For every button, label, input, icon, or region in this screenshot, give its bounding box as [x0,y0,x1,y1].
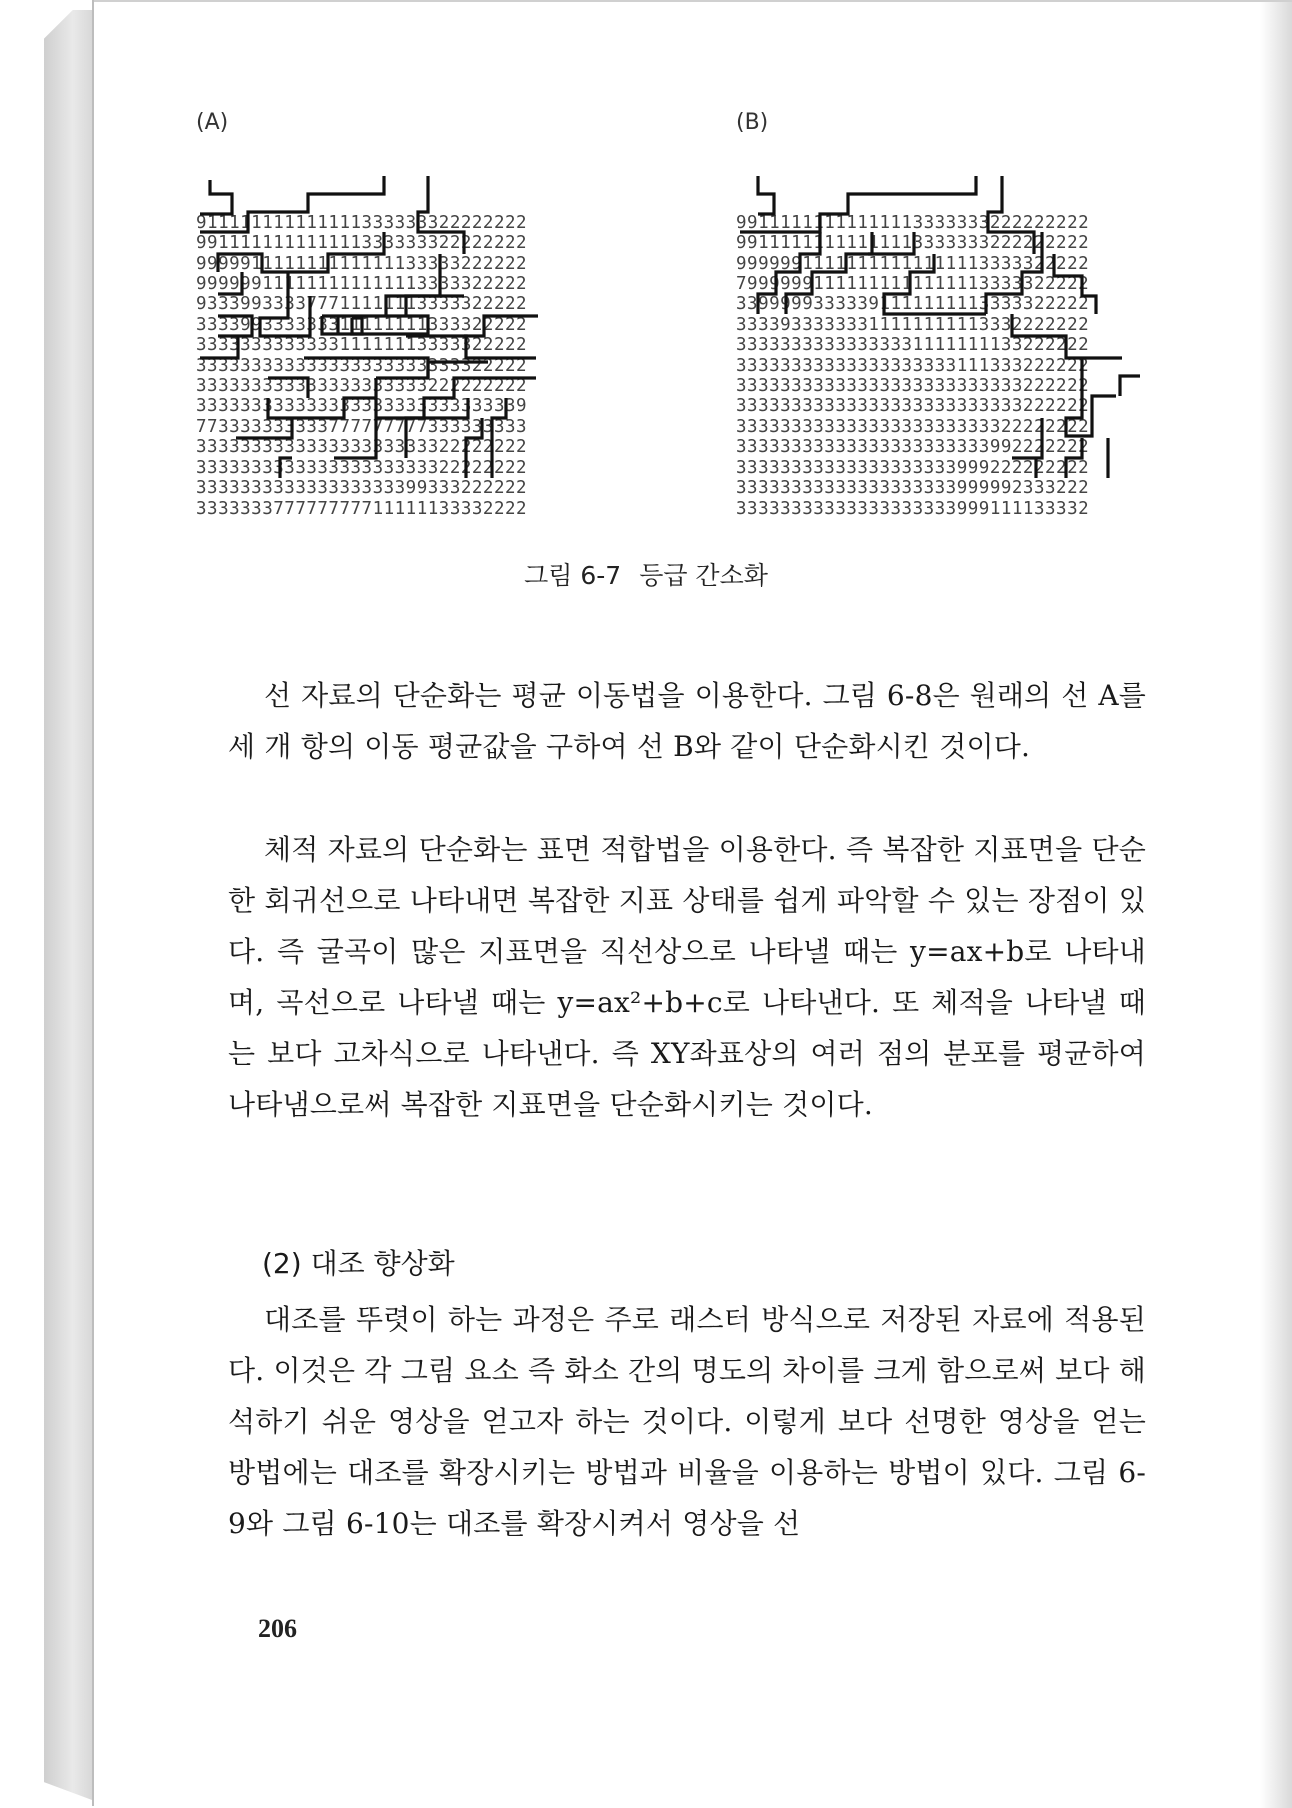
grid-a-row: 333333333333333333333322222222 [196,437,528,458]
figure-label-a: (A) [196,110,229,135]
paragraph-volume-simplification [228,824,1146,1130]
grid-b-row: 99111111111111113333333222222222 [736,233,1090,254]
grid-b-row: 33333333333333333333333322222222 [736,416,1090,437]
paragraph-line-simplification [228,670,1146,772]
grid-b-row: 33333333333333333333999992333222 [736,478,1090,499]
paragraph-contrast-enhancement [228,1294,1146,1549]
grid-b-row: 33333333333333333333999111133332 [736,498,1090,519]
grid-a-row: 911111111111111333333322222222 [196,212,528,233]
grid-a-row: 991111111111111333333322222222 [196,233,528,254]
grid-b-row: 33333333333333331111111133222222 [736,335,1090,356]
figure-caption-number: 그림 6-7 [524,561,622,590]
grid-a-row: 333333377777777711111133332222 [196,498,528,519]
grid-a-row: 333333333333333333333333333339 [196,396,528,417]
grid-a-row: 773333333333777777777333333333 [196,416,528,437]
grid-b-row: 99999911111111111111113333322222 [736,253,1090,274]
grid-b-row: 33333333333333333333999222222222 [736,457,1090,478]
grid-b-row: 33333333333333333333333333222222 [736,396,1090,417]
grid-b-row: 33333333333333333333333333222222 [736,376,1090,397]
grid-a-row: 999991111111111111133333222222 [196,253,528,274]
figure-caption-title: 등급 간소화 [639,561,768,590]
grid-b-row: 33333333333333333333333992222222 [736,437,1090,458]
book-edge [44,10,92,1800]
grid-b-row: 99111111111111113333333222222222 [736,212,1090,233]
grid-a-row: 933399333377711111113333322222 [196,294,528,315]
grid-a-row: 333399333333311111111333322222 [196,314,528,335]
grid-a-row: 333333333333333333333322222222 [196,457,528,478]
grid-b-row: 33339333333311111111113332222222 [736,314,1090,335]
grid-b-row: 79999991111111111111113333322222 [736,274,1090,295]
grid-a-row: 333333333333333333333333322222 [196,355,528,376]
page-shadow [1260,2,1292,1808]
figure-label-b: (B) [736,110,769,135]
grid-a-row: 333333333333333333399333222222 [196,478,528,499]
grid-b-row: 33999993333391111111113333322222 [736,294,1090,315]
paragraph-2: 체적 자료의 단순화는 표면 적합법을 이용한다. 즉 복잡한 지표면을 단순한 회귀선으로 나타내면 복잡한 지표 상태를 쉽게 파악할 수 있는 장점이 있다. 즉 굴곡이 많은 지표면을 직선상으로 나타낼 때는 y=ax+b로 나타내며, 곡선으로 나타낼 때는 y=ax²+b+c로 나타낸다. 또 체적을 나타낼 때는 보다 고차식으로 나타낸다. 즉 XY좌표상의 여러 점의 분포를 평균하여 나타냄으로써 복잡한 지표면을 단순화시키는 것이다. [228,833,1146,1121]
grid-a-row: 333333333333333333333222222222 [196,376,528,397]
class-grid-b [736,172,1089,539]
class-grid-a [196,172,527,539]
grid-a-row: 333333333333311111113333322222 [196,335,528,356]
grid-b-row: 33333333333333333333111333222222 [736,355,1090,376]
grid-a-row: 999999111111111111113333322222 [196,274,528,295]
paragraph-1: 선 자료의 단순화는 평균 이동법을 이용한다. 그림 6-8은 원래의 선 A를 세 개 항의 이동 평균값을 구하여 선 B와 같이 단순화시킨 것이다. [228,679,1146,763]
page-number: 206 [258,1614,297,1643]
figure-caption [0,556,1292,592]
paragraph-3: 대조를 뚜렷이 하는 과정은 주로 래스터 방식으로 저장된 자료에 적용된다. 이것은 각 그림 요소 즉 화소 간의 명도의 차이를 크게 함으로써 보다 해석하기 쉬운 영상을 얻고자 하는 것이다. 이렇게 보다 선명한 영상을 얻는 방법에는 대조를 확장시키는 방법과 비율을 이용하는 방법이 있다. 그림 6-9와 그림 6-10는 대조를 확장시켜서 영상을 선 [228,1303,1146,1540]
section-heading: (2) 대조 향상화 [262,1247,455,1280]
